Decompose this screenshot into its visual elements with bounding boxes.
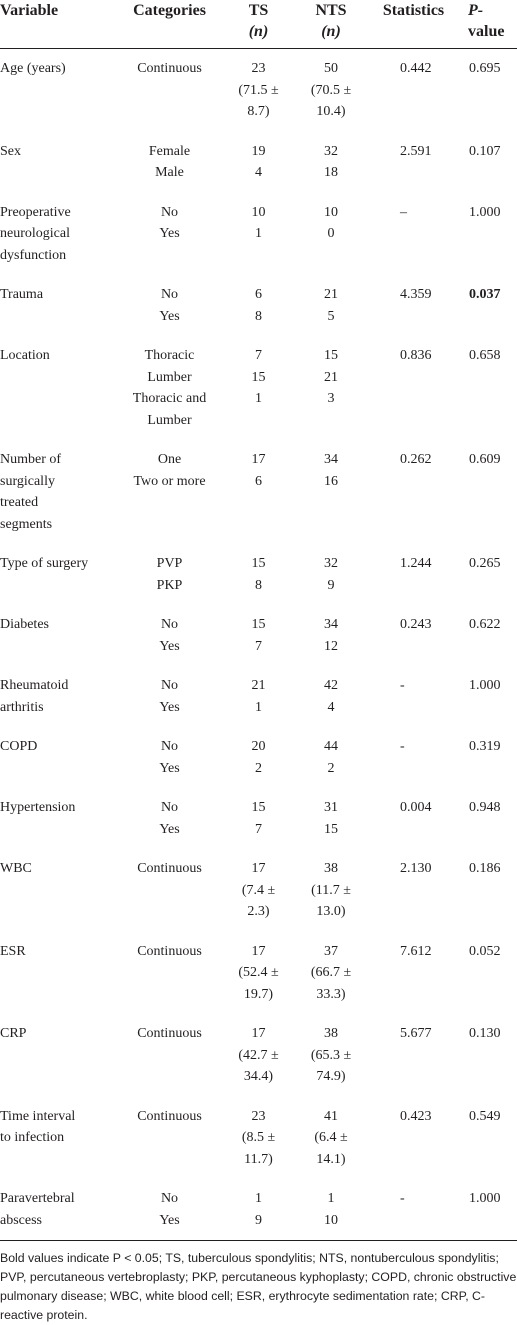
ts-cell-line: 7	[255, 348, 262, 363]
table-header	[0, 0, 517, 49]
ts-cell	[223, 1097, 294, 1180]
variable-cell-line: Trauma	[0, 287, 44, 302]
variable-cell-line: COPD	[0, 739, 38, 754]
categories-cell-line: No	[160, 287, 179, 302]
nts-cell-line: 33.3)	[316, 986, 346, 1002]
ts-cell-line: 8	[255, 308, 262, 324]
ts-cell-line: 9	[255, 1212, 262, 1228]
table-row	[0, 932, 517, 1015]
table-row	[0, 336, 517, 440]
ts-cell	[223, 849, 294, 932]
variable-cell-line: ESR	[0, 943, 26, 959]
p-value-cell: 0.265	[469, 556, 501, 571]
nts-cell-line: (11.7 ±	[311, 882, 351, 898]
statistics-cell: -	[400, 678, 405, 693]
categories-cell-line: Continuous	[137, 943, 202, 959]
header-ts-label: TS	[248, 2, 269, 19]
categories-cell	[116, 666, 223, 727]
statistics-cell: –	[400, 204, 407, 220]
variable-cell	[0, 605, 116, 666]
p-value-cell: 0.695	[469, 61, 501, 76]
nts-cell-line: (6.4 ±	[314, 1130, 348, 1145]
variable-cell-line: segments	[0, 516, 53, 532]
variable-cell-line: Number of	[0, 452, 62, 467]
variable-cell-line: Age (years)	[0, 61, 66, 76]
variable-cell	[0, 849, 116, 932]
nts-cell-line: 10	[324, 1212, 338, 1228]
nts-cell	[294, 544, 368, 605]
ts-cell	[223, 1179, 294, 1240]
statistics-cell: 5.677	[400, 1026, 432, 1041]
header-statistics: Statistics	[368, 0, 459, 49]
variable-cell	[0, 544, 116, 605]
ts-cell-line: 4	[255, 165, 262, 180]
table-row	[0, 605, 517, 666]
ts-cell	[223, 336, 294, 440]
categories-cell	[116, 440, 223, 544]
categories-cell-line: PKP	[156, 577, 183, 593]
nts-cell-line: 74.9)	[316, 1069, 346, 1084]
p-value-cell: 1.000	[469, 678, 501, 693]
ts-cell	[223, 193, 294, 276]
ts-cell	[223, 666, 294, 727]
categories-cell	[116, 275, 223, 336]
categories-cell-line: PVP	[156, 556, 183, 571]
nts-cell-line: 15	[324, 348, 338, 363]
ts-cell-line: 1	[255, 226, 262, 241]
categories-cell-line: Yes	[159, 699, 180, 715]
ts-cell-line: 11.7)	[244, 1151, 273, 1167]
ts-cell-line: 19	[251, 143, 266, 159]
nts-cell	[294, 49, 368, 132]
ts-cell-line: 1	[255, 699, 262, 715]
table-row	[0, 193, 517, 276]
variable-cell	[0, 1179, 116, 1240]
p-value-cell: 0.319	[469, 739, 501, 754]
nts-cell-line: 38	[324, 1026, 338, 1041]
variable-cell	[0, 49, 116, 132]
categories-cell	[116, 1097, 223, 1180]
nts-cell-line: 10.4)	[316, 104, 346, 119]
header-nts-n: (n)	[321, 23, 341, 40]
categories-cell	[116, 932, 223, 1015]
variable-cell-line: Sex	[0, 143, 21, 159]
categories-cell	[116, 788, 223, 849]
ts-cell	[223, 275, 294, 336]
categories-cell-line: No	[160, 617, 179, 632]
nts-cell-line: 18	[324, 165, 338, 180]
nts-cell	[294, 849, 368, 932]
categories-cell-line: Yes	[159, 638, 180, 654]
nts-cell-line: 37	[324, 943, 338, 959]
variable-cell-line: Time interval	[0, 1108, 76, 1124]
header-nts-label: NTS	[315, 2, 347, 19]
ts-cell-line: 17	[251, 943, 266, 959]
nts-cell-line: 38	[324, 861, 338, 876]
categories-cell	[116, 1179, 223, 1240]
variable-cell-line: Hypertension	[0, 800, 76, 815]
variable-cell-line: Type of surgery	[0, 556, 89, 571]
header-categories: Categories	[116, 0, 223, 49]
categories-cell	[116, 605, 223, 666]
nts-cell-line: 2	[327, 760, 335, 776]
ts-cell-line: 1	[255, 391, 262, 406]
ts-cell-line: 6	[255, 287, 262, 302]
header-value-label: value	[468, 23, 505, 40]
variable-cell-line: CRP	[0, 1026, 27, 1041]
ts-cell	[223, 932, 294, 1015]
ts-cell	[223, 1014, 294, 1097]
categories-cell	[116, 1014, 223, 1097]
ts-cell-line: 8.7)	[247, 104, 270, 119]
statistics-cell: 7.612	[400, 943, 432, 959]
variable-cell-line: abscess	[0, 1212, 42, 1228]
variable-cell	[0, 788, 116, 849]
variable-cell	[0, 193, 116, 276]
p-value-cell: 1.000	[469, 1191, 501, 1206]
ts-cell-line: 2	[255, 760, 262, 776]
nts-cell	[294, 1014, 368, 1097]
statistics-cell: 0.836	[400, 348, 432, 363]
nts-cell	[294, 1179, 368, 1240]
table-row	[0, 275, 517, 336]
statistics-cell: 0.004	[400, 800, 432, 815]
table-row	[0, 666, 517, 727]
nts-cell	[294, 336, 368, 440]
nts-cell	[294, 666, 368, 727]
table-row	[0, 849, 517, 932]
ts-cell-line: 21	[251, 678, 266, 693]
variable-cell-line: treated	[0, 495, 39, 510]
ts-cell	[223, 605, 294, 666]
variable-cell-line: Location	[0, 348, 50, 363]
nts-cell-line: (65.3 ±	[310, 1047, 352, 1063]
nts-cell-line: 1	[327, 1191, 335, 1206]
variable-cell	[0, 932, 116, 1015]
ts-cell-line: 17	[251, 861, 266, 876]
categories-cell-line: No	[160, 800, 179, 815]
statistics-cell: 0.262	[400, 452, 432, 467]
p-value-cell: 0.130	[469, 1026, 501, 1041]
nts-cell	[294, 193, 368, 276]
nts-cell	[294, 932, 368, 1015]
variable-cell-line: Rheumatoid	[0, 678, 69, 693]
variable-cell	[0, 440, 116, 544]
nts-cell-line: 32	[324, 556, 338, 571]
nts-cell-line: 3	[327, 391, 335, 406]
nts-cell-line: 21	[324, 287, 338, 302]
ts-cell-line: 15	[251, 369, 266, 385]
p-value-cell: 0.622	[469, 617, 501, 632]
variable-cell-line: arthritis	[0, 699, 44, 715]
categories-cell-line: Continuous	[137, 1026, 202, 1041]
nts-cell-line: 9	[327, 577, 335, 593]
statistics-cell: 0.243	[400, 617, 432, 632]
variable-cell-line: to infection	[0, 1130, 65, 1145]
categories-cell	[116, 132, 223, 193]
p-value-cell: 0.948	[469, 800, 501, 815]
statistics-cell: 0.442	[400, 61, 432, 76]
p-value-cell: 1.000	[469, 204, 501, 220]
nts-cell-line: 5	[327, 308, 335, 324]
header-variable: Variable	[0, 0, 116, 49]
ts-cell-line: (7.4 ±	[241, 882, 276, 898]
table-footnote: Bold values indicate P < 0.05; TS, tuberculous spondylitis; NTS, nontuberculous spondylitis; PVP, percutaneous vertebroplasty; PKP, percutaneous kyphoplasty; COPD, chronic obstructive pulmonary disease; WBC, white blood cell; ESR, erythrocyte sedimentation rate; CRP, C-reactive protein.	[0, 1240, 517, 1325]
p-value-cell: 0.609	[469, 452, 501, 467]
header-p-value	[459, 0, 517, 49]
nts-cell-line: 15	[324, 821, 338, 837]
variable-cell-line: Paravertebral	[0, 1191, 75, 1206]
nts-cell	[294, 727, 368, 788]
ts-cell-line: (42.7 ±	[238, 1047, 279, 1063]
variable-cell	[0, 727, 116, 788]
statistics-cell: 4.359	[400, 287, 432, 302]
table-row	[0, 132, 517, 193]
categories-cell-line: Yes	[159, 821, 180, 837]
categories-cell-line: Yes	[159, 760, 180, 776]
ts-cell	[223, 727, 294, 788]
nts-cell-line: 10	[324, 204, 338, 220]
nts-cell-line: 4	[327, 699, 335, 715]
variable-cell	[0, 1014, 116, 1097]
categories-cell	[116, 193, 223, 276]
ts-cell-line: 23	[251, 1108, 266, 1124]
p-value-cell: 0.037	[469, 287, 501, 302]
nts-cell-line: 50	[324, 61, 338, 76]
categories-cell-line: No	[160, 739, 179, 754]
ts-cell-line: 17	[251, 1026, 266, 1041]
ts-cell-line: 23	[251, 61, 266, 76]
categories-cell-line: Two or more	[133, 473, 206, 489]
categories-cell-line: Continuous	[137, 1108, 202, 1124]
nts-cell-line: 32	[324, 143, 338, 159]
nts-cell-line: 31	[324, 800, 338, 815]
nts-cell	[294, 132, 368, 193]
ts-cell	[223, 440, 294, 544]
nts-cell	[294, 275, 368, 336]
categories-cell-line: Male	[155, 165, 184, 180]
table-row	[0, 1097, 517, 1180]
nts-cell	[294, 1097, 368, 1180]
nts-cell	[294, 440, 368, 544]
categories-cell-line: Thoracic	[144, 348, 195, 363]
nts-cell-line: (66.7 ±	[310, 965, 352, 980]
categories-cell-line: Female	[148, 143, 191, 159]
table-row	[0, 440, 517, 544]
statistics-cell: -	[400, 1191, 405, 1206]
ts-cell-line: 1	[255, 1191, 262, 1206]
variable-cell	[0, 275, 116, 336]
categories-cell-line: Thoracic and	[132, 391, 207, 406]
statistics-cell: -	[400, 739, 405, 754]
ts-cell-line: 10	[251, 204, 266, 220]
header-p-label: P-	[468, 2, 484, 19]
variable-cell-line: dysfunction	[0, 247, 67, 263]
ts-cell-line: 7	[255, 638, 262, 654]
nts-cell	[294, 788, 368, 849]
categories-cell-line: Yes	[159, 226, 180, 241]
variable-cell-line: Preoperative	[0, 204, 71, 220]
ts-cell-line: 34.4)	[243, 1069, 274, 1084]
variable-cell-line: WBC	[0, 861, 32, 876]
categories-cell-line: Continuous	[137, 861, 202, 876]
nts-cell-line: 12	[324, 638, 338, 654]
categories-cell-line: Yes	[159, 1212, 180, 1228]
table-row	[0, 727, 517, 788]
nts-cell-line: 13.0)	[316, 904, 346, 919]
table-row	[0, 1179, 517, 1240]
nts-cell-line: 14.1)	[316, 1151, 346, 1167]
variable-cell-line: Diabetes	[0, 617, 49, 632]
ts-cell-line: 20	[251, 739, 266, 754]
table-row	[0, 788, 517, 849]
ts-cell-line: (71.5 ±	[238, 82, 279, 98]
ts-cell-line: 15	[251, 617, 266, 632]
statistics-cell: 1.244	[400, 556, 432, 571]
variable-cell	[0, 336, 116, 440]
categories-cell-line: Lumber	[147, 369, 192, 385]
ts-cell-line: 6	[255, 473, 262, 489]
categories-cell-line: One	[157, 452, 182, 467]
ts-cell-line: (52.4 ±	[238, 965, 279, 980]
ts-cell-line: 19.7)	[243, 986, 274, 1002]
categories-cell	[116, 544, 223, 605]
categories-cell-line: Yes	[159, 308, 180, 324]
variable-cell-line: surgically	[0, 473, 55, 489]
nts-cell-line: 41	[324, 1108, 338, 1124]
categories-cell	[116, 727, 223, 788]
nts-cell-line: 34	[324, 617, 338, 632]
statistics-cell: 0.423	[400, 1108, 432, 1124]
variable-cell	[0, 1097, 116, 1180]
ts-cell-line: 7	[255, 821, 262, 837]
ts-cell	[223, 49, 294, 132]
ts-cell-line: 8	[255, 577, 262, 593]
p-value-cell: 0.658	[469, 348, 501, 363]
ts-cell	[223, 132, 294, 193]
variable-cell	[0, 132, 116, 193]
variable-cell-line: neurological	[0, 226, 70, 241]
categories-cell-line: Continuous	[137, 61, 202, 76]
p-value-cell: 0.107	[469, 143, 501, 159]
p-value-cell: 0.052	[469, 943, 501, 959]
categories-cell-line: No	[160, 1191, 179, 1206]
header-ts	[223, 0, 294, 49]
ts-cell-line: 2.3)	[247, 904, 270, 919]
nts-cell-line: 21	[324, 369, 338, 385]
table-body	[0, 49, 517, 1241]
statistics-cell: 2.130	[400, 861, 432, 876]
p-value-cell: 0.186	[469, 861, 501, 876]
p-value-cell: 0.549	[469, 1108, 501, 1124]
categories-cell	[116, 336, 223, 440]
nts-cell-line: 16	[324, 473, 338, 489]
variable-cell	[0, 666, 116, 727]
ts-cell-line: 17	[251, 452, 266, 467]
table-row	[0, 49, 517, 132]
nts-cell-line: 0	[327, 226, 335, 241]
ts-cell	[223, 544, 294, 605]
table-row	[0, 1014, 517, 1097]
categories-cell	[116, 849, 223, 932]
categories-cell-line: Lumber	[147, 412, 192, 428]
ts-cell-line: (8.5 ±	[241, 1130, 276, 1145]
categories-cell-line: No	[160, 204, 179, 220]
statistics-cell: 2.591	[400, 143, 432, 159]
ts-cell	[223, 788, 294, 849]
nts-cell-line: 34	[324, 452, 338, 467]
header-nts	[294, 0, 368, 49]
nts-cell-line: (70.5 ±	[310, 82, 352, 98]
ts-cell-line: 15	[251, 556, 266, 571]
header-ts-n: (n)	[248, 23, 269, 40]
categories-cell	[116, 49, 223, 132]
table-row	[0, 544, 517, 605]
nts-cell	[294, 605, 368, 666]
categories-cell-line: No	[160, 678, 179, 693]
nts-cell-line: 44	[324, 739, 338, 754]
ts-cell-line: 15	[251, 800, 266, 815]
nts-cell-line: 42	[324, 678, 338, 693]
